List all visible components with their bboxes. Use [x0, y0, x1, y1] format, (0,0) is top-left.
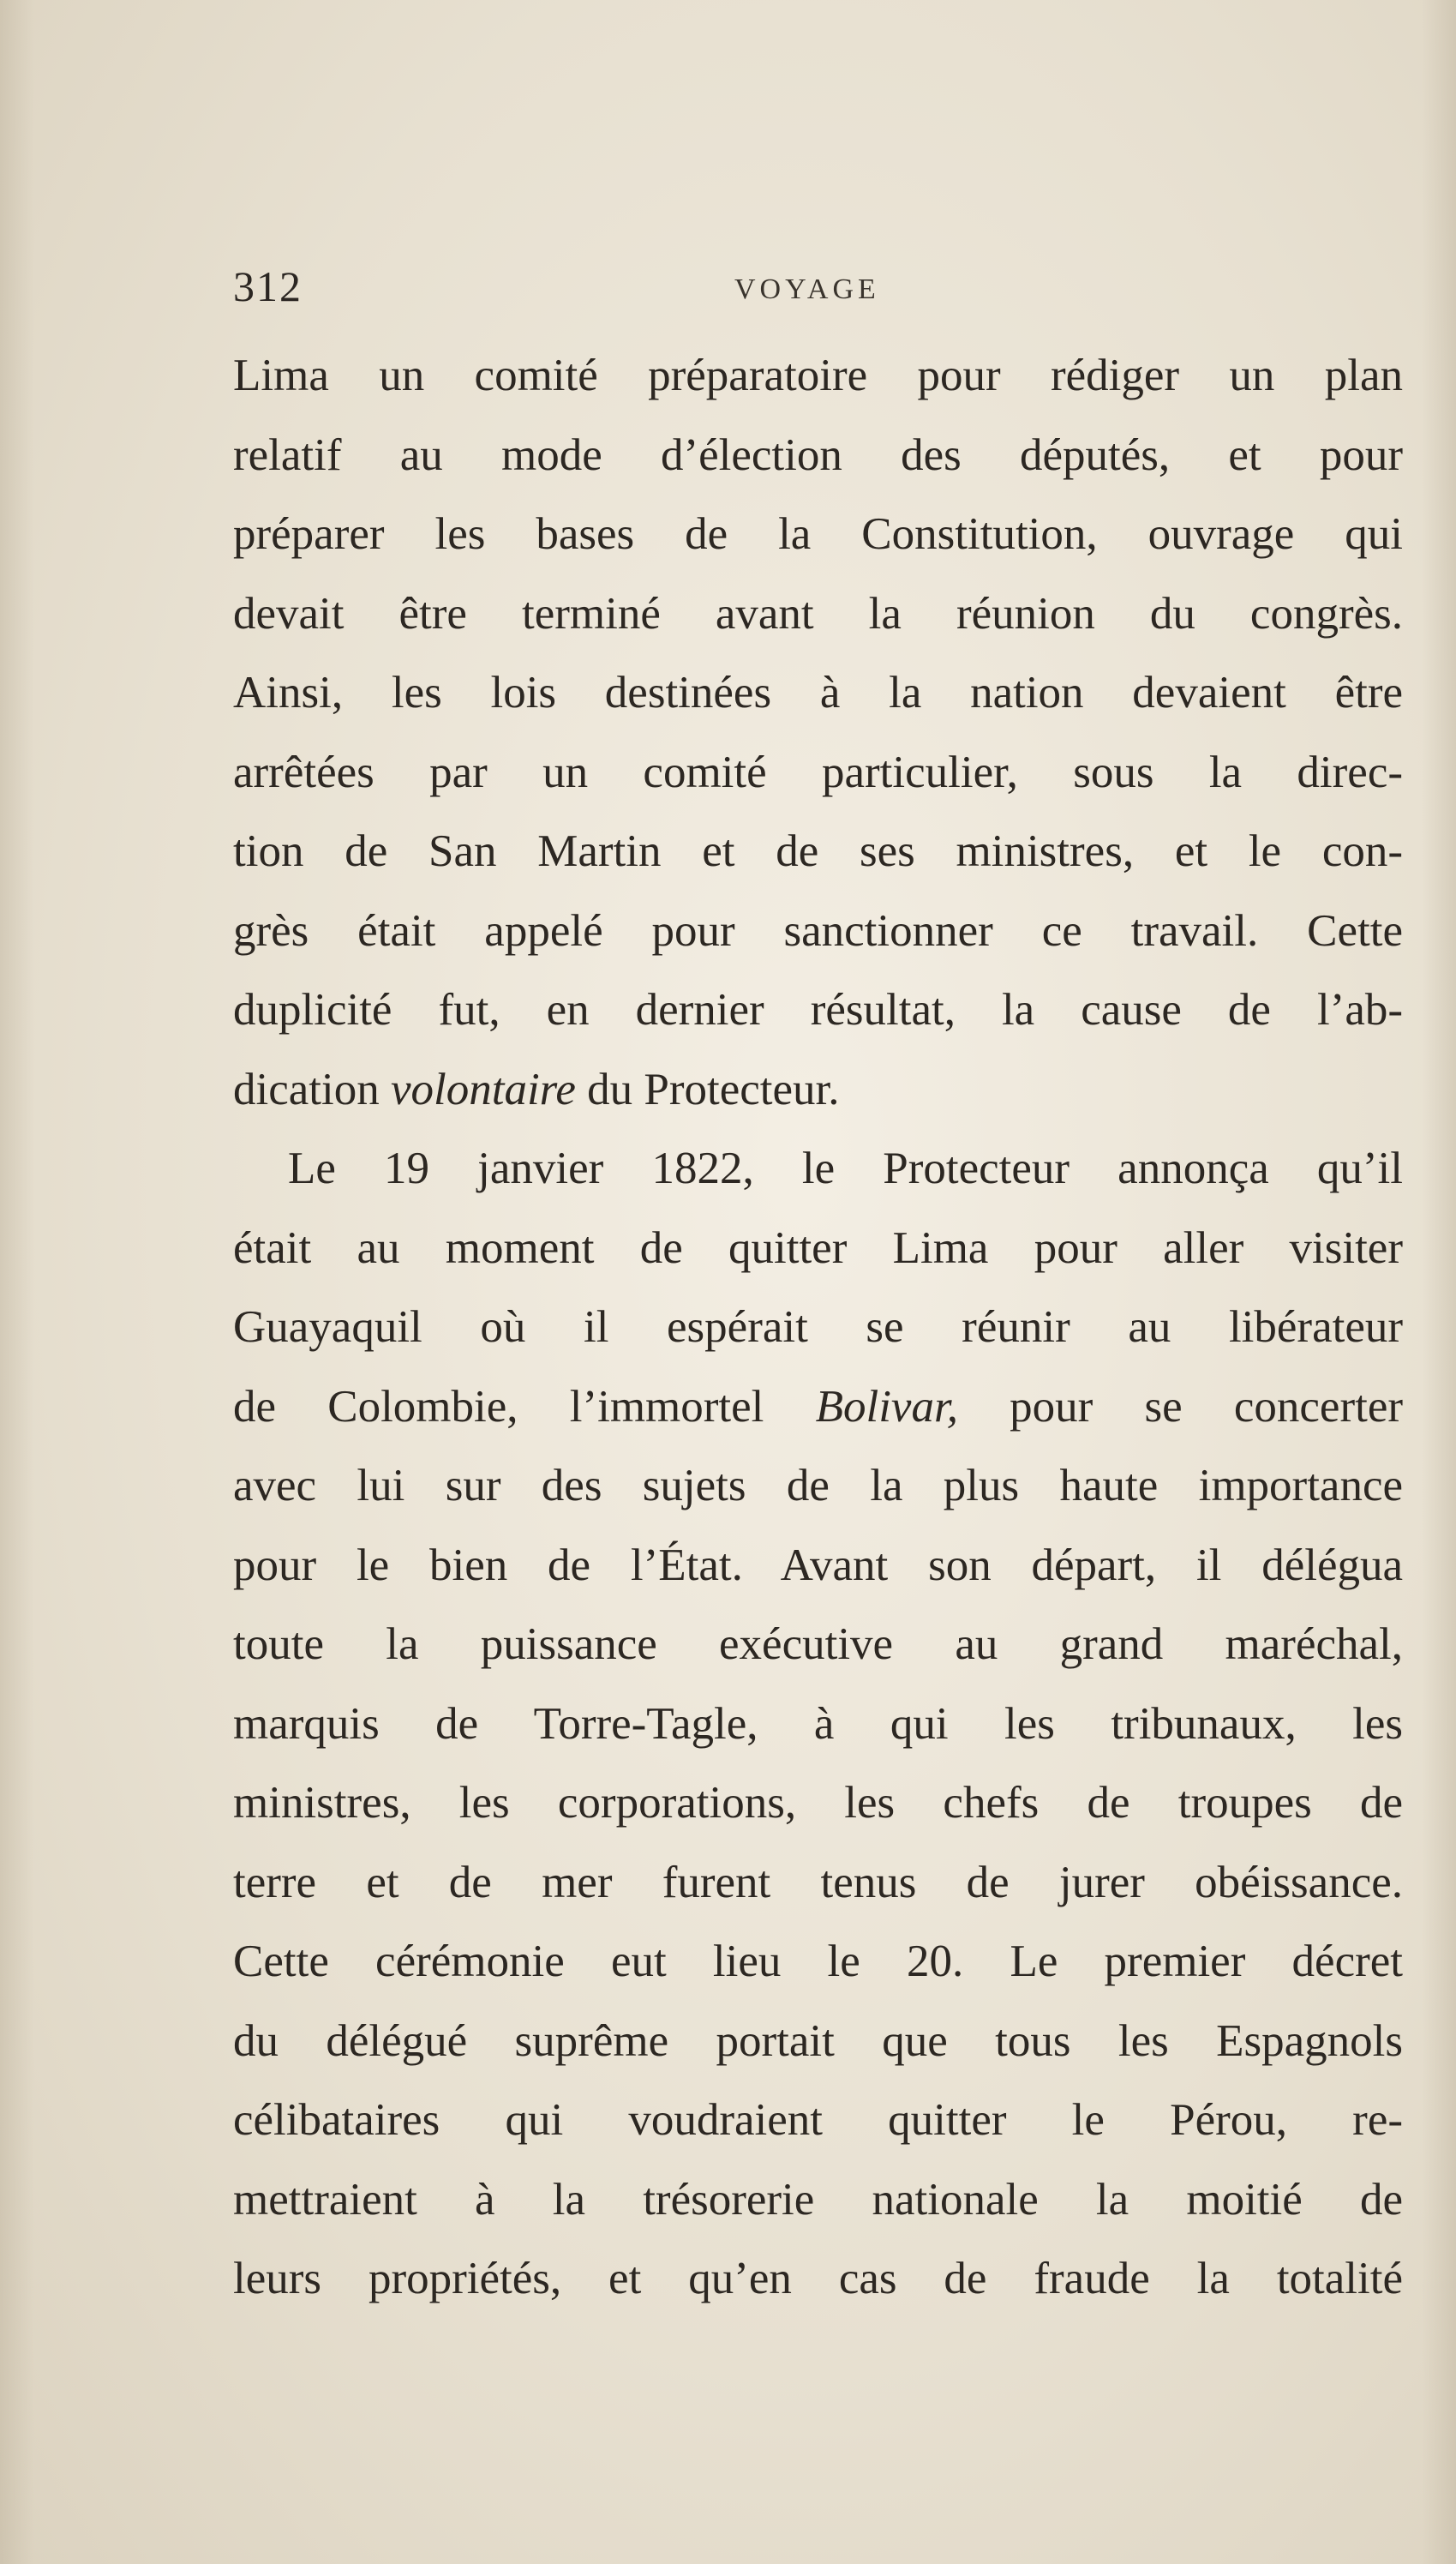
running-head [233, 261, 1392, 321]
body-text [233, 336, 1403, 2319]
text-line: du délégué suprême portait que tous les Espagnols [233, 2015, 1403, 2066]
text-line: Guayaquil où il espérait se réunir au libérateur [233, 1302, 1403, 1352]
text-line: leurs propriétés, et qu’en cas de fraude la totalité [233, 2254, 1403, 2303]
text-line: grès était appelé pour sanctionner ce travail. Cette [233, 905, 1403, 956]
text-line: relatif au mode d’élection des députés, et pour [233, 429, 1403, 480]
text-line: tion de San Martin et de ses ministres, et le con- [233, 826, 1403, 876]
text-line: marquis de Torre-Tagle, à qui les tribunaux, les [233, 1698, 1403, 1749]
text-line: toute la puissance exécutive au grand maréchal, [233, 1619, 1403, 1669]
italic-text: Bolivar, [815, 1381, 958, 1432]
italic-text: volontaire [390, 1064, 576, 1114]
text-run: dication [233, 1064, 391, 1114]
text-line: Le 19 janvier 1822, le Protecteur annonça qu’il [288, 1144, 1403, 1193]
text-line: Ainsi, les lois destinées à la nation devaient être [233, 668, 1403, 718]
text-line: Cette cérémonie eut lieu le 20. Le premier décret [233, 1937, 1403, 1986]
text-line: avec lui sur des sujets de la plus haute importance [233, 1461, 1403, 1510]
text-line: terre et de mer furent tenus de jurer obéissance. [233, 1857, 1403, 1907]
text-line: Lima un comité préparatoire pour rédiger un plan [233, 351, 1403, 400]
text-line: pour le bien de l’État. Avant son départ, il délégua [233, 1540, 1403, 1590]
text-run: de Colombie, l’immortel [233, 1381, 816, 1432]
text-line: arrêtées par un comité particulier, sous la direc- [233, 747, 1403, 797]
text-line: mettraient à la trésorerie nationale la moitié de [233, 2174, 1403, 2225]
text-line [233, 1367, 1403, 1447]
running-title: VOYAGE [734, 273, 880, 305]
text-line: était au moment de quitter Lima pour aller visiter [233, 1222, 1403, 1273]
text-run: du Protecteur. [575, 1064, 840, 1114]
text-line: préparer les bases de la Constitution, ouvrage qui [233, 509, 1403, 559]
text-line: ministres, les corporations, les chefs de troupes de [233, 1778, 1403, 1828]
text-line: devait être terminé avant la réunion du congrès. [233, 588, 1403, 639]
text-run: pour se concerter [957, 1381, 1403, 1432]
page-edge-right [1422, 0, 1456, 2564]
text-line [233, 1050, 1403, 1130]
text-line: célibataires qui voudraient quitter le Pérou, re- [233, 2095, 1403, 2145]
text-line: duplicité fut, en dernier résultat, la cause de l’ab- [233, 985, 1403, 1035]
page-number: 312 [233, 262, 303, 310]
page-edge-left [0, 0, 34, 2564]
